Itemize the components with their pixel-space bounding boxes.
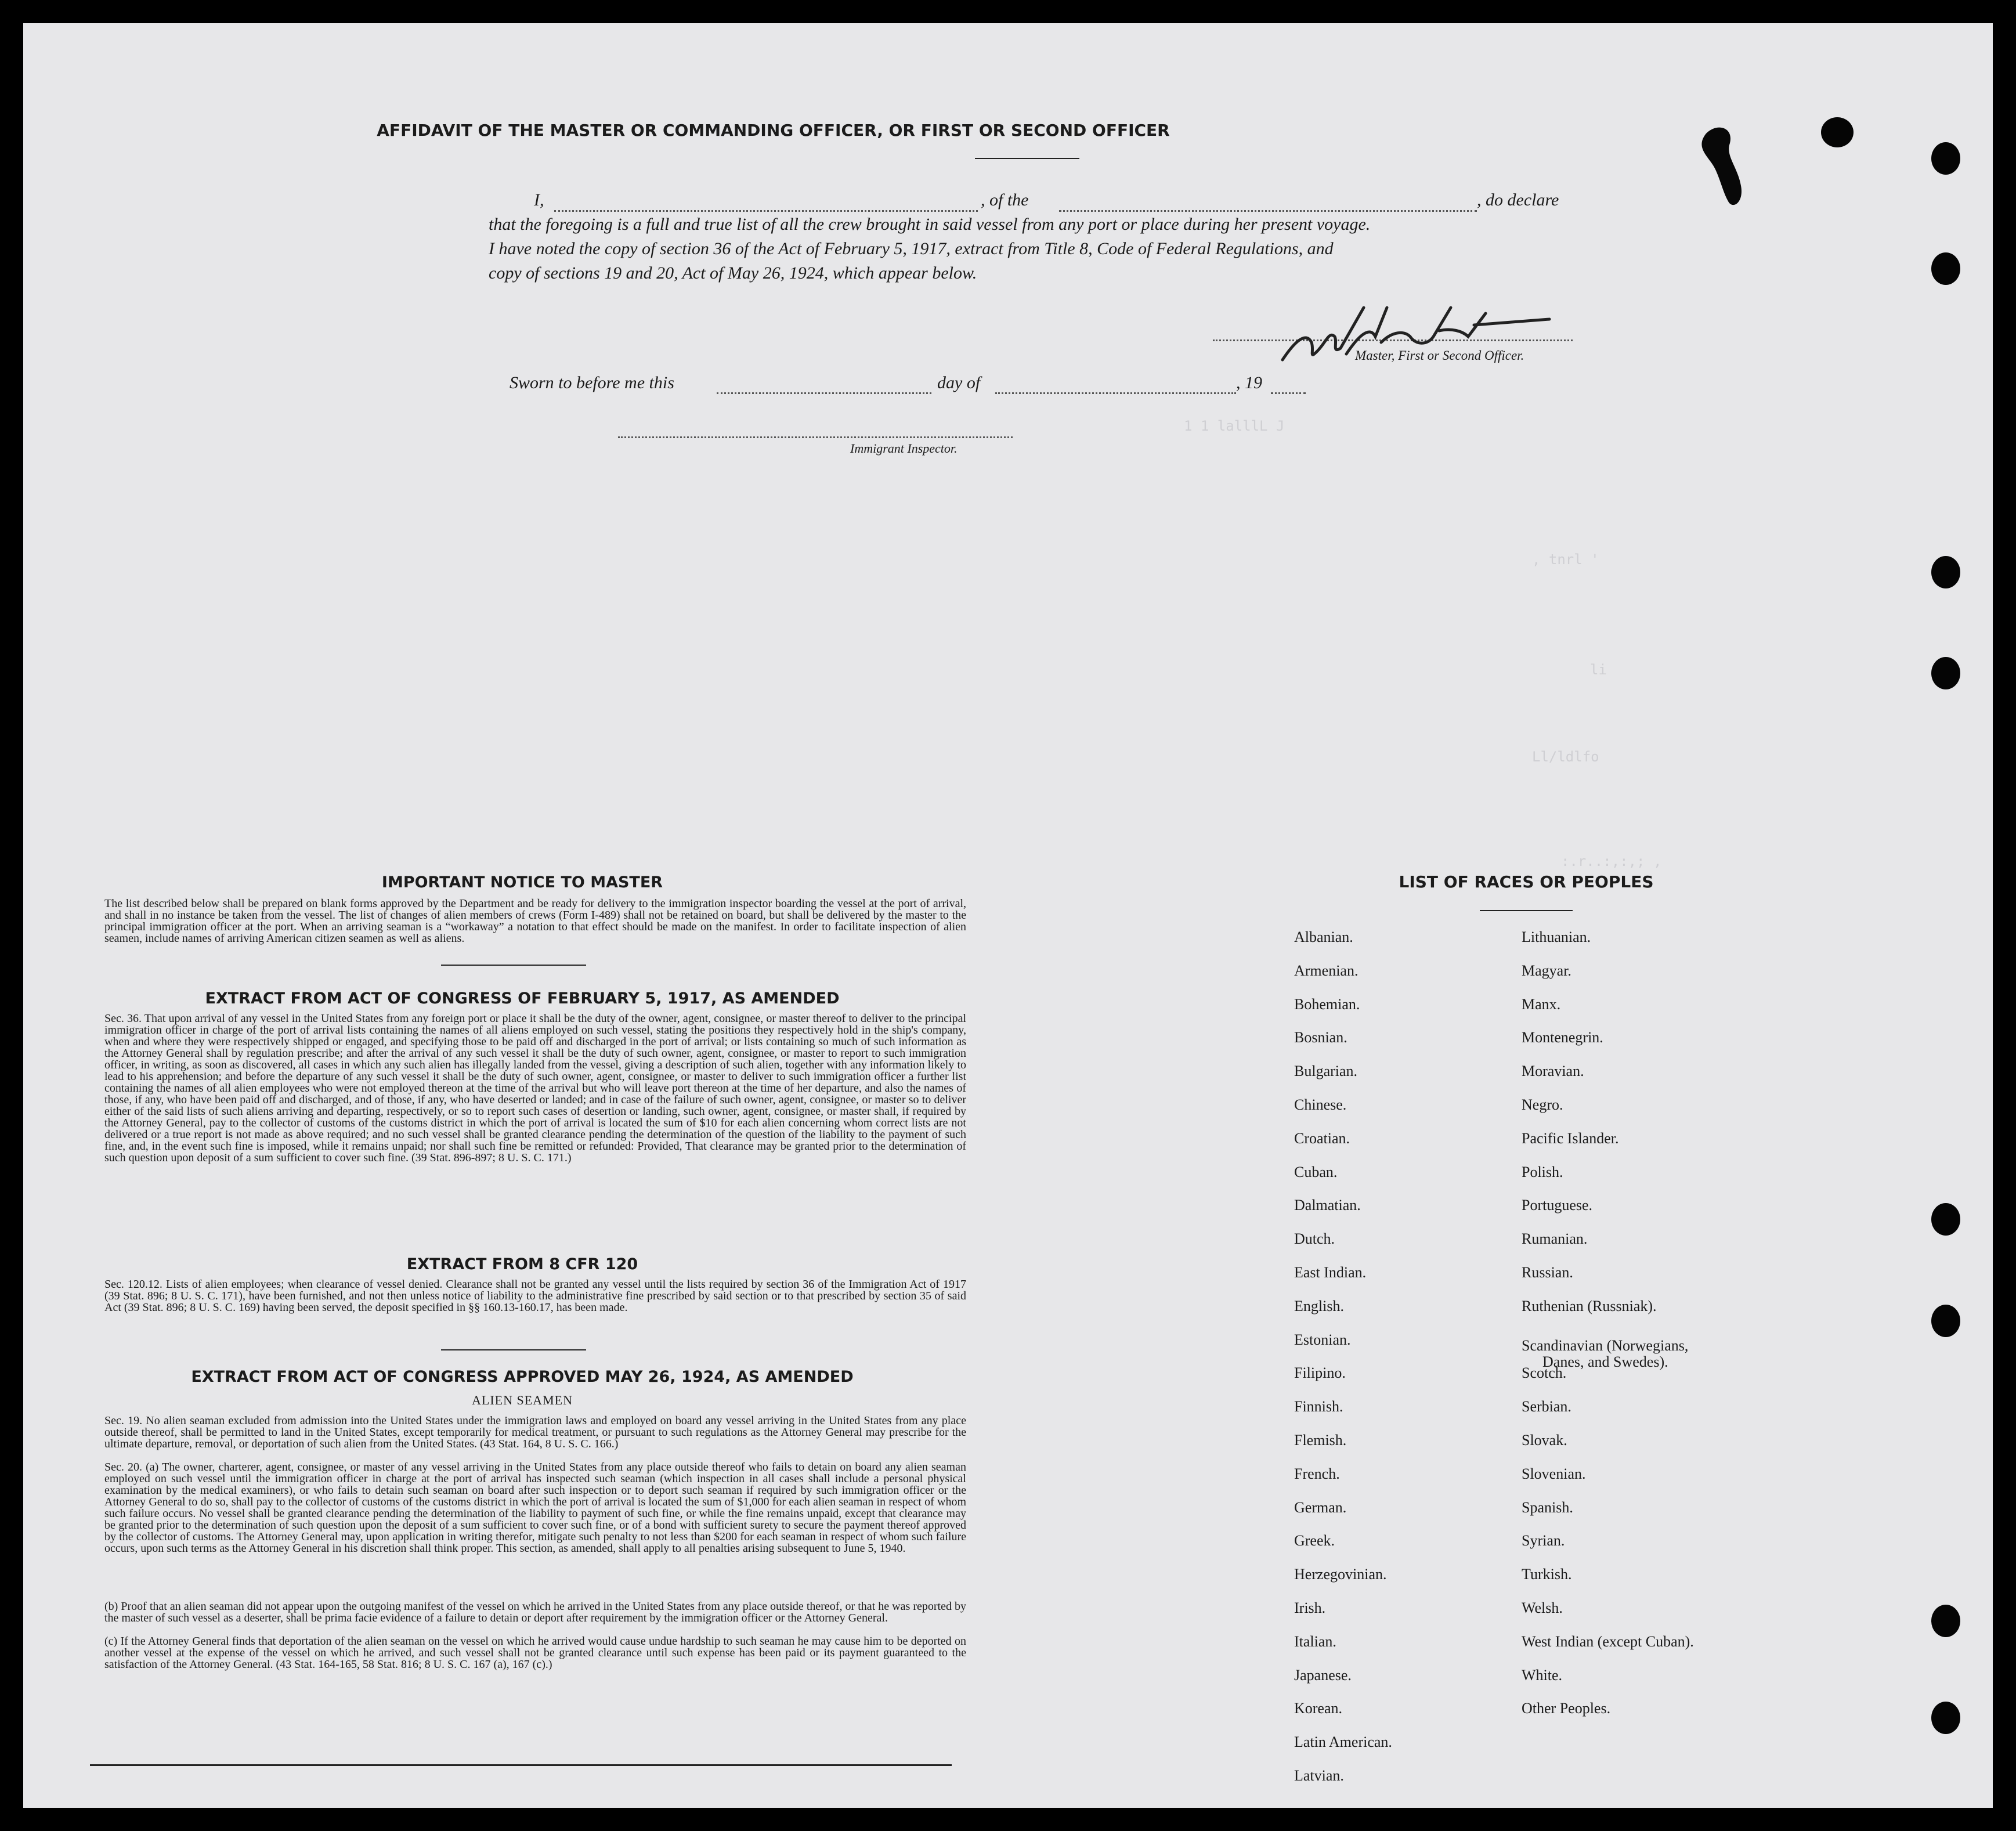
race-item: Albanian. [1294,929,1353,945]
race-item: Bulgarian. [1294,1063,1358,1080]
punch-hole [1931,252,1960,285]
race-item: Latin American. [1294,1734,1392,1751]
affidavit-line-4: copy of sections 19 and 20, Act of May 26, 1924, which appear below. [489,263,977,283]
extract-1924-title: EXTRACT FROM ACT OF CONGRESS APPROVED MAY 26, 1924, AS AMENDED [191,1368,854,1386]
extract-1924-sec20b: (b) Proof that an alien seaman did not appear upon the outgoing manifest of the vessel on which he arrived in the United States from any place outside thereof, or that he was reported by the master of such vessel as a deserter, shall be prima facie evidence of a failure to detain or deport after requirement by the immigration officer or the Attorney General. [104,1600,966,1624]
race-item: Other Peoples. [1522,1700,1611,1717]
race-item: French. [1294,1465,1340,1482]
race-item: Slovak. [1522,1432,1567,1449]
extract-1924-sec20c: (c) If the Attorney General finds that deportation of the alien seaman on the vessel on which he arrived would cause undue hardship to such seaman he may cause him to be deported on another vessel at the expense of the vessel on which he arrived, and such vessel shall not be granted clearance until such expense has been paid or its payment guaranteed to the satisfaction of the Attorney General. (43 Stat. 164-165, 58 Stat. 816; 8 U. S. C. 167 (a), 167 (c).) [104,1635,966,1671]
races-title: LIST OF RACES OR PEOPLES [1399,872,1654,891]
punch-hole [1821,117,1854,147]
race-item: Moravian. [1522,1063,1584,1080]
race-item: Italian. [1294,1633,1336,1650]
extract-1924-sec19: Sec. 19. No alien seaman excluded from admission into the United States under the immigration laws and employed on board any vessel arriving in the United States from any place outside thereof, shall be permitted to land in the United States, except temporarily for medical treatment, or pursuant to such regulations as the Attorney General may prescribe for the ultimate departure, removal, or deportation of such alien from the United States. (43 Stat. 164, 8 U. S. C. 166.) [104,1414,966,1450]
sworn-day-field[interactable] [717,392,931,394]
affidavit-title: AFFIDAVIT OF THE MASTER OR COMMANDING OFFICER, OR FIRST OR SECOND OFFICER [377,121,1170,140]
punch-hole [1931,556,1960,588]
race-item: Filipino. [1294,1364,1346,1382]
race-item: Portuguese. [1522,1197,1593,1214]
punch-hole [1931,657,1960,689]
declarant-name-field[interactable] [554,210,978,212]
race-item: Serbian. [1522,1398,1571,1415]
race-item: Dalmatian. [1294,1197,1361,1214]
race-item: Danes, and Swedes). [1542,1353,1668,1370]
race-item: Ruthenian (Russniak). [1522,1297,1657,1314]
race-item: Pacific Islander. [1522,1129,1619,1147]
divider [975,158,1079,159]
divider [441,965,586,966]
sworn-month-field[interactable] [995,392,1236,394]
sworn-year-field[interactable] [1271,392,1306,394]
signature-caption: Master, First or Second Officer. [1355,348,1524,363]
inspector-signature-line [618,436,1013,438]
race-item: Armenian. [1294,962,1359,979]
race-item: Bosnian. [1294,1029,1347,1046]
declarant-label: I, [534,190,544,210]
punch-hole [1931,1605,1960,1637]
race-item: Welsh. [1522,1599,1563,1616]
race-item: Estonian. [1294,1331,1351,1348]
race-item: Greek. [1294,1532,1335,1550]
divider [1480,910,1573,911]
vessel-label: , of the [981,190,1029,210]
race-item: Rumanian. [1522,1230,1588,1248]
race-item: West Indian (except Cuban). [1522,1633,1694,1650]
race-item: Cuban. [1294,1163,1338,1180]
race-item: Magyar. [1522,962,1571,979]
race-item: English. [1294,1297,1344,1314]
manifest-page: 1 1 lalllL J , tnrl ' li Ll/ldlfo :.r..:,:,; , AFFIDAVIT OF THE MASTER OR COMMANDING OFFICER, OR FIRST OR SECOND OFFICER I, , of the , do declare that the foregoing is a full and true list of all the crew brought in said vessel from any port or place during her present voyage. I have noted the copy of section 36 of the Act of February 5, 1917, extract from Title 8, Code of Federal Regulations, and copy of sections 19 and 20, Act of May 26, 1924, which appear below. Master, First or Second Officer. Sworn to before me this day of , 19 Immigrant Inspector. IMPORTANT NOTICE TO MASTER The list described below shall be prepared on blank forms approved by the Department and be ready for delivery to the immigration inspector boarding the vessel at the port of arrival, and shall in no instance be taken from the vessel. The list of changes of alien members of crews (Form I-489) shall not be retained on board, but shall be delivered by the master to the principal immigration officer at the port. When an arriving seaman is a “workaway” a notation to that effect should be made on the manifest. In order to facilitate inspection of alien seamen, include names of arriving American citizen seamen as well as aliens. EXTRACT FROM ACT OF CONGRESS OF FEBRUARY 5, 1917, AS AMENDED Sec. 36. That upon arrival of any vessel in the United States from any foreign port or place it shall be the duty of the owner, agent, consignee, or master thereof to deliver to the principal immigration officer in charge of the port of arrival lists containing the names of all aliens employed on such vessel, stating the positions they respectively hold in the ship's company, when and where they were respectively shipped or engaged, and specifying those to be paid off and discharged in the port of arrival; or lists containing so much of such information as the Attorney General shall by regulation prescribe; and after the arrival of any such vessel it shall be the duty of such owner, agent, consignee, or master to report to such immigration officer, in writing, as soon as discovered, all cases in which any such alien has illegally landed from the vessel, giving a description of such alien, together with any information likely to lead to his apprehension; and before the departure of any such vessel it shall be the duty of such owner, agent, consignee, or master to deliver to such immigration officer a further list containing the names of all alien employees who were not employed thereon at the time of the arrival but who will leave port thereon at the time of her departure, and also the names of those, if any, who have been paid off and discharged, and of those, if any, who have deserted or landed; and in case of the failure of such owner, agent, consignee, or master so to deliver either of the said lists of such aliens arriving and departing, respectively, or so to report such cases of desertion or landing, such owner, agent, consignee, or master shall, if required by the Attorney General, pay to the collector of customs of the customs district in which the port of arrival is located the sum of $10 for each alien concerning whom correct lists are not delivered or a true report is not made as above required; and no such vessel shall be granted clearance pending the determination of the question of the liability to the payment of such fine, and, in the event such fine is imposed, while it remains unpaid; nor shall such fine be remitted or refunded: Provided, That clearance may be granted prior to the determination of such question upon deposit of a sum sufficient to cover such fine. (39 Stat. 896-897; 8 U. S. C. 171.) EXTRACT FROM 8 CFR 120 Sec. 120.12. Lists of alien employees; when clearance of vessel denied. Clearance shall not be granted any vessel until the lists required by section 36 of the Immigration Act of 1917 (39 Stat. 896; 8 U. S. C. 171), have been furnished, and not then unless notice of liability to the administrative fine prescribed by said section or to that prescribed by section 35 of said Act (39 Stat. 896; 8 U. S. C. 169) having been served, the deposit specified in §§ 160.13-160.17, has been made. EXTRACT FROM ACT OF CONGRESS APPROVED MAY 26, 1924, AS AMENDED ALIEN SEAMEN Sec. 19. No alien seaman excluded from admission into the United States under the immigration laws and employed on board any vessel arriving in the United States from any place outside thereof, shall be permitted to land in the United States, except temporarily for medical treatment, or pursuant to such regulations as the Attorney General may prescribe for the ultimate departure, removal, or deportation of such alien from the United States. (43 Stat. 164, 8 U. S. C. 166.) Sec. 20. (a) The owner, charterer, agent, consignee, or master of any vessel arriving in the United States from any place outside thereof who fails to detain on board any alien seaman employed on such vessel until the immigration officer in charge at the port of arrival has inspected such seaman (which inspection in all cases shall include a personal physical examination by the medical examiners), or who fails to detain such seaman on board after such inspection or to deport such seaman if required by such immigration officer or the Attorney General to do so, shall pay to the collector of customs of the customs district in which the port of arrival is located the sum of $1,000 for each alien seaman in respect of whom such failure occurs. No vessel shall be granted clearance pending the determination of the liability to payment of such fine, or while the fine remains unpaid, except that clearance may be granted prior to the determination of such question upon the deposit of a sum sufficient to cover such fine, or of a bond with sufficient surety to secure the payment thereof approved by the collector of customs. The Attorney General may, upon application in writing therefor, mitigate such penalty to not less than $200 for each seaman in respect of whom such failure occurs, upon such terms as the Attorney General in his discretion shall think proper. This section, as amended, shall apply to all penalties arising subsequent to June 5, 1940. (b) Proof that an alien seaman did not appear upon the outgoing manifest of the vessel on which he arrived in the United States from any place outside thereof, or that he was reported by the master of such vessel as a deserter, shall be prima facie evidence of a failure to detain or deport after requirement by the immigration officer or the Attorney General. (c) If the Attorney General finds that deportation of the alien seaman on the vessel on which he arrived would cause undue hardship to such seaman he may cause him to be deported on another vessel at the expense of the vessel on which he arrived, and such vessel shall not be granted clearance until such expense has been paid or its payment guaranteed to the satisfaction of the Attorney General. (43 Stat. 164-165, 58 Stat. 816; 8 U. S. C. 167 (a), 167 (c).) LIST OF RACES OR PEOPLES Albanian. Armenian. Bohemian. Bosnian. Bulgarian. Chinese. Croatian. Cuban. Dalmatian. Dutch. East Indian. English. Estonian. Filipino. Finnish. Flemish. French. German. Greek. Herzegovinian. Irish. Italian. Japanese. Korean. Latin American. Latvian. Lithuanian. Magyar. Manx. Montenegrin. Moravian. Negro. Pacific Islander. Polish. Portuguese. Rumanian. Russian. Ruthenian (Russniak). Scandinavian (Norwegians, Danes, and Swedes). Scotch. Serbian. Slovak. Slovenian. Spanish. Syrian. Turkish. Welsh. West Indian (except Cuban). White. Other Peoples. [23,23,1993,1808]
notice-body: The list described below shall be prepared on blank forms approved by the Department and be ready for delivery to the immigration inspector boarding the vessel at the port of arrival, and shall in no instance be taken from the vessel. The list of changes of alien members of crews (Form I-489) shall not be retained on board, but shall be delivered by the master to the principal immigration officer at the port. When an arriving seaman is a “workaway” a notation to that effect should be made on the manifest. In order to facilitate inspection of alien seamen, include names of arriving American citizen seamen as well as aliens. [104,897,966,945]
race-item: Syrian. [1522,1532,1565,1550]
extract-1917-title: EXTRACT FROM ACT OF CONGRESS OF FEBRUARY 5, 1917, AS AMENDED [205,989,840,1007]
race-item: Polish. [1522,1163,1563,1180]
race-item: Irish. [1294,1599,1326,1616]
race-item: Korean. [1294,1700,1343,1717]
notice-title: IMPORTANT NOTICE TO MASTER [381,873,663,891]
race-item: Herzegovinian. [1294,1566,1387,1583]
affidavit-line-2: that the foregoing is a full and true list of all the crew brought in said vessel from any port or place during her present voyage. [489,215,1371,234]
punch-hole [1931,142,1960,175]
punch-hole [1931,1702,1960,1734]
race-item: Japanese. [1294,1666,1352,1684]
footer-rule [90,1764,952,1766]
race-item: Scotch. [1522,1364,1567,1382]
race-item: Bohemian. [1294,995,1360,1013]
punch-hole [1931,1203,1960,1236]
race-item: Spanish. [1522,1498,1573,1516]
extract-1924-sec20a: Sec. 20. (a) The owner, charterer, agent, consignee, or master of any vessel arriving in the United States from any place outside thereof who fails to detain on board any alien seaman employed on such vessel until the immigration officer in charge at the port of arrival has inspected such seaman (which inspection in all cases shall include a personal physical examination by the medical examiners), or who fails to detain such seaman on board after such inspection or to deport such seaman if required by such immigration officer or the Attorney General to do so, shall pay to the collector of customs of the customs district in which the port of arrival is located the sum of $1,000 for each alien seaman in respect of whom such failure occurs. No vessel shall be granted clearance pending the determination of the liability to payment of such fine, or while the fine remains unpaid, except that clearance may be granted prior to the determination of such question upon the deposit of a sum sufficient to cover such fine, or of a bond with sufficient surety to secure the payment thereof approved by the collector of customs. The Attorney General may, upon application in writing therefor, mitigate such penalty to not less than $200 for each seaman in respect of whom such failure occurs, upon such terms as the Attorney General in his discretion shall think proper. This section, as amended, shall apply to all penalties arising subsequent to June 5, 1940. [104,1461,966,1555]
race-item: German. [1294,1498,1347,1516]
race-item: Russian. [1522,1264,1573,1281]
ink-blot [1695,122,1764,215]
race-item: White. [1522,1666,1563,1684]
declare-label: , do declare [1477,190,1559,210]
race-item: Manx. [1522,995,1561,1013]
race-item: Dutch. [1294,1230,1335,1248]
day-of-label: day of [937,373,981,392]
sworn-label: Sworn to before me this [510,373,674,392]
race-item: Croatian. [1294,1129,1350,1147]
year-label: , 19 [1236,373,1262,392]
vessel-name-field[interactable] [1059,210,1477,212]
race-item: Flemish. [1294,1432,1347,1449]
extract-1917-body: Sec. 36. That upon arrival of any vessel in the United States from any foreign port or place it shall be the duty of the owner, agent, consignee, or master thereof to deliver to the principal immigration officer in charge of the port of arrival lists containing the names of all aliens employed on such vessel, stating the positions they respectively hold in the ship's company, when and where they were respectively shipped or engaged, and specifying those to be paid off and discharged in the port of arrival; or lists containing so much of such information as the Attorney General shall by regulation prescribe; and after the arrival of any such vessel it shall be the duty of such owner, agent, consignee, or master to report to such immigration officer, in writing, as soon as discovered, all cases in which any such alien has illegally landed from the vessel, giving a description of such alien, together with any information likely to lead to his apprehension; and before the departure of any such vessel it shall be the duty of such owner, agent, consignee, or master to deliver to such immigration officer a further list containing the names of all alien employees who were not employed thereon at the time of the arrival but who will leave port thereon at the time of her departure, and also the names of those, if any, who have been paid off and discharged, and of those, if any, who have deserted or landed; and in case of the failure of such owner, agent, consignee, or master so to deliver either of the said lists of such aliens arriving and departing, respectively, or so to report such cases of desertion or landing, such owner, agent, consignee, or master shall, if required by the Attorney General, pay to the collector of customs of the customs district in which the port of arrival is located the sum of $10 for each alien concerning whom correct lists are not delivered or a true report is not made as above required; and no such vessel shall be granted clearance pending the determination of the question of the liability to the payment of such fine, and, in the event such fine is imposed, while it remains unpaid; nor shall such fine be remitted or refunded: Provided, That clearance may be granted prior to the determination of such question upon deposit of a sum sufficient to cover such fine. (39 Stat. 896-897; 8 U. S. C. 171.) [104,1012,966,1164]
race-item: Turkish. [1522,1566,1572,1583]
race-item: East Indian. [1294,1264,1367,1281]
race-item: Lithuanian. [1522,929,1591,945]
divider [441,1349,586,1350]
inspector-caption: Immigrant Inspector. [850,441,958,456]
race-item: Latvian. [1294,1767,1344,1784]
race-item: Negro. [1522,1096,1563,1113]
punch-hole [1931,1305,1960,1337]
race-item: Scandinavian (Norwegians, [1522,1337,1689,1354]
extract-cfr-body: Sec. 120.12. Lists of alien employees; when clearance of vessel denied. Clearance shall not be granted any vessel until the lists required by section 36 of the Immigration Act of 1917 (39 Stat. 896; 8 U. S. C. 171), have been furnished, and not then unless notice of liability to the administrative fine prescribed by said section or to that prescribed by section 35 of said Act (39 Stat. 896; 8 U. S. C. 169) having been served, the deposit specified in §§ 160.13-160.17, has been made. [104,1278,966,1314]
extract-cfr-title: EXTRACT FROM 8 CFR 120 [406,1255,638,1273]
race-item: Slovenian. [1522,1465,1586,1482]
race-item: Finnish. [1294,1398,1343,1415]
alien-seamen-subtitle: ALIEN SEAMEN [472,1393,573,1407]
race-item: Montenegrin. [1522,1029,1603,1046]
race-item: Chinese. [1294,1096,1347,1113]
affidavit-line-3: I have noted the copy of section 36 of the Act of February 5, 1917, extract from Title 8, Code of Federal Regulations, and [489,239,1334,258]
